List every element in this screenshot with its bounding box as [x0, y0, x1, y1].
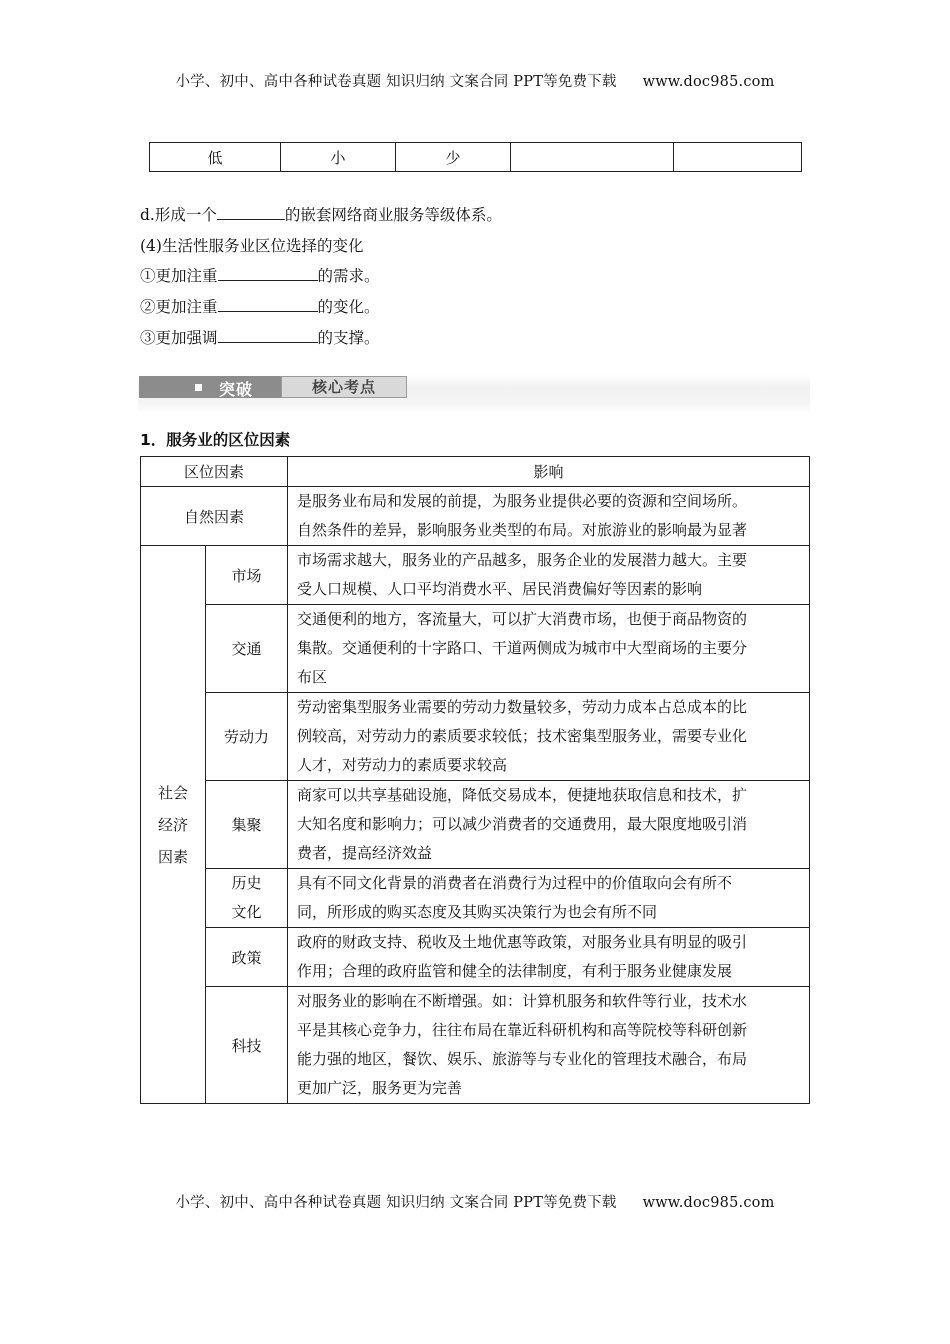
influence-cell: 是服务业布局和发展的前提，为服务业提供必要的资源和空间场所。 自然条件的差异，影响服务业类型的布局。对旅游业的影响最为显著 — [288, 487, 810, 546]
table-cell: 低 — [150, 143, 281, 172]
answer-blank[interactable] — [217, 204, 285, 220]
factor-transport: 交通 — [206, 605, 288, 693]
subheading-4: (4)生活性服务业区位选择的变化 — [140, 237, 364, 255]
footer-text: 小学、初中、高中各种试卷真题 知识归纳 文案合同 PPT等免费下载 — [175, 1195, 617, 1211]
table-row — [150, 143, 802, 172]
influence-cell: 劳动密集型服务业需要的劳动力数量较多，劳动力成本占总成本的比 例较高，对劳动力的素质要求较低；技术密集型服务业，需要专业化 人才，对劳动力的素质要求较高 — [288, 693, 810, 781]
answer-blank[interactable] — [218, 296, 318, 312]
table-cell: 小 — [281, 143, 396, 172]
table-row — [141, 869, 810, 928]
answer-blank[interactable] — [218, 327, 318, 343]
banner-dark-label: 突破 — [219, 380, 254, 399]
influence-cell: 政府的财政支持、税收及土地优惠等政策，对服务业具有明显的吸引 作用；合理的政府监管和健全的法律制度，有利于服务业健康发展 — [288, 928, 810, 987]
influence-cell: 市场需求越大，服务业的产品越多，服务企业的发展潜力越大。主要 受人口规模、人口平均消费水平、居民消费偏好等因素的影响 — [288, 546, 810, 605]
table-row — [141, 693, 810, 781]
continued-table — [149, 142, 802, 172]
page-header — [0, 70, 950, 91]
factor-agglomeration: 集聚 — [206, 781, 288, 869]
location-factors-table — [140, 456, 810, 1104]
fill-blank-line-2: ②更加注重 的变化。 — [140, 298, 380, 316]
table-row — [141, 987, 810, 1104]
banner-dark-tab — [139, 376, 281, 398]
header-factor: 区位因素 — [141, 457, 288, 487]
factor-market: 市场 — [206, 546, 288, 605]
section-banner — [138, 374, 810, 414]
header-url[interactable]: www.doc985.com — [642, 74, 775, 90]
table-row — [141, 487, 810, 546]
fill-blank-line-1: ①更加注重 的需求。 — [140, 267, 380, 285]
header-influence: 影响 — [288, 457, 810, 487]
table-cell: 少 — [396, 143, 511, 172]
answer-blank[interactable] — [218, 265, 318, 281]
table-row — [141, 605, 810, 693]
square-bullet-icon — [195, 384, 202, 391]
factor-technology: 科技 — [206, 987, 288, 1104]
header-text: 小学、初中、高中各种试卷真题 知识归纳 文案合同 PPT等免费下载 — [175, 74, 617, 90]
table-row — [141, 546, 810, 605]
table-cell — [511, 143, 674, 172]
page-footer — [0, 1191, 950, 1212]
influence-cell: 交通便利的地方，客流量大，可以扩大消费市场，也便于商品物资的 集散。交通便利的十字路口、干道两侧成为城市中大型商场的主要分 布区 — [288, 605, 810, 693]
table-cell — [674, 143, 802, 172]
section-title: 1．服务业的区位因素 — [140, 431, 291, 449]
factor-history-culture: 历史 文化 — [206, 869, 288, 928]
fill-blank-line-3: ③更加强调 的支撑。 — [140, 329, 380, 347]
factor-social-economic: 社会 经济 因素 — [141, 546, 206, 1104]
banner-light-label: 核心考点 — [281, 376, 407, 398]
factor-labor: 劳动力 — [206, 693, 288, 781]
fill-blank-line-d: d.形成一个 的嵌套网络商业服务等级体系。 — [140, 206, 502, 224]
influence-cell: 具有不同文化背景的消费者在消费行为过程中的价值取向会有所不 同，所形成的购买态度及其购买决策行为也会有所不同 — [288, 869, 810, 928]
footer-url[interactable]: www.doc985.com — [642, 1195, 775, 1211]
factor-policy: 政策 — [206, 928, 288, 987]
table-header-row — [141, 457, 810, 487]
table-row — [141, 928, 810, 987]
table-row — [141, 781, 810, 869]
influence-cell: 商家可以共享基础设施，降低交易成本，便捷地获取信息和技术，扩 大知名度和影响力；可以减少消费者的交通费用，最大限度地吸引消 费者，提高经济效益 — [288, 781, 810, 869]
influence-cell: 对服务业的影响在不断增强。如：计算机服务和软件等行业，技术水 平是其核心竞争力，往往布局在靠近科研机构和高等院校等科研创新 能力强的地区，餐饮、娱乐、旅游等与专业化的管理技术融合，布局 更加广泛，服务更为完善 — [288, 987, 810, 1104]
factor-natural: 自然因素 — [141, 487, 288, 546]
